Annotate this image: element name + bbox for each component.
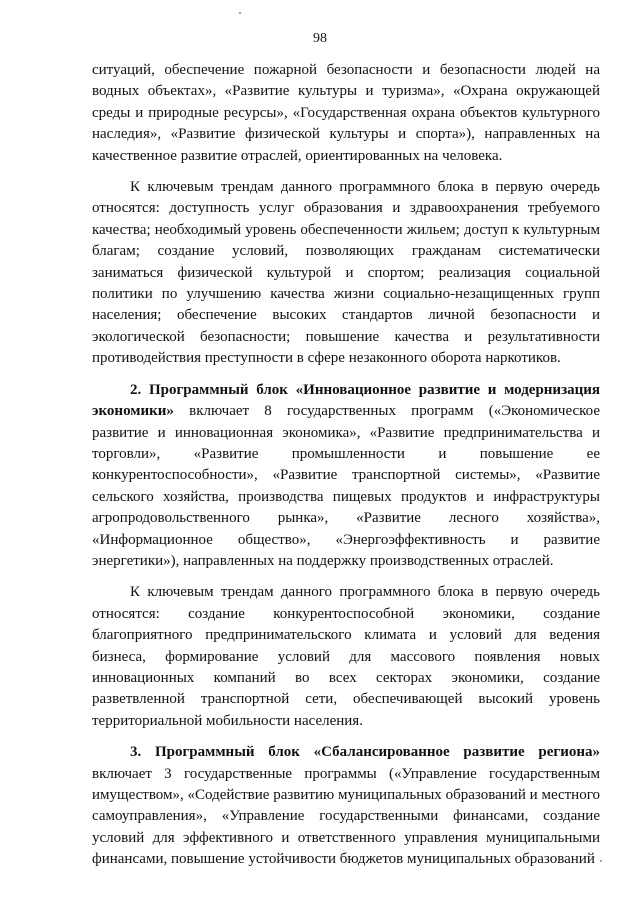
section-heading: 2. Программный блок «Инновационное развитие и модернизация экономики» — [92, 381, 600, 420]
paragraph-text: ситуаций, обеспечение пожарной безопасности и безопасности людей на водных объектах», «Развитие культуры и туризма», «Охрана окружающей среды и природные ресурсы», «Государственная охрана объектов культурного наследия», «Развитие физической культуры и спорта»), направленных на качественное развитие отраслей, ориентированных на человека. — [92, 62, 600, 164]
paragraph-text: К ключевым трендам данного программного блока в первую очередь относятся: доступность услуг образования и здравоохранения требуемого качества; необходимый уровень обеспеченности жильем; доступ к культурным благам; создание условий, позволяющих гражданам систематически заниматься физической культурой и спортом; реализация социальной политики по улучшению качества жизни социально-незащищенных групп населения; обеспечение высоких стандартов личной безопасности и экологической безопасности; повышение качества и результативности противодействия преступности в сфере незаконного оборота наркотиков. — [92, 179, 600, 367]
paragraph-text: К ключевым трендам данного программного блока в первую очередь относятся: создание конкурентоспособной экономики, создание благоприятного предпринимательского климата и условий для ведения бизнеса, формирование условий для массового появления новых инновационных компаний во всех секторах экономики, создание разветвленной транспортной сети, обеспечивающей высокий уровень территориальной мобильности населения. — [92, 584, 600, 729]
paragraph-trends-block-2 — [92, 582, 600, 732]
paragraph-text: включает 3 государственные программы («Управление государственным имуществом», «Содействие развитию муниципальных образований и местного самоуправления», «Управление государственными финансами, создание условий для эффективного и ответственного управления муниципальными финансами, повышение устойчивости бюджетов муниципальных образований — [92, 765, 600, 868]
scan-speck — [239, 12, 241, 14]
paragraph-trends-block-1 — [92, 177, 600, 370]
paragraph-program-block-3 — [92, 742, 600, 870]
section-heading: 3. Программный блок «Сбалансированное развитие региона» — [130, 744, 600, 761]
page-number: 98 — [313, 31, 327, 46]
paragraph-text: включает 8 государственных программ («Экономическое развитие и инновационная экономика», «Развитие предпринимательства и торговли», «Развитие промышленности и повышение ее конкурентоспособности», «Развитие транспортной системы», «Развитие сельского хозяйства, производства пищевых продуктов и инфраструктуры агропродовольственного рынка», «Развитие лесного хозяйства», «Информационное общество», «Энергоэффективность и развитие энергетики»), направленных на поддержку производственных отраслей. — [92, 403, 600, 569]
document-body — [92, 60, 600, 871]
paragraph-continuation — [92, 60, 600, 167]
paragraph-program-block-2 — [92, 380, 600, 573]
scan-speck — [600, 860, 602, 862]
